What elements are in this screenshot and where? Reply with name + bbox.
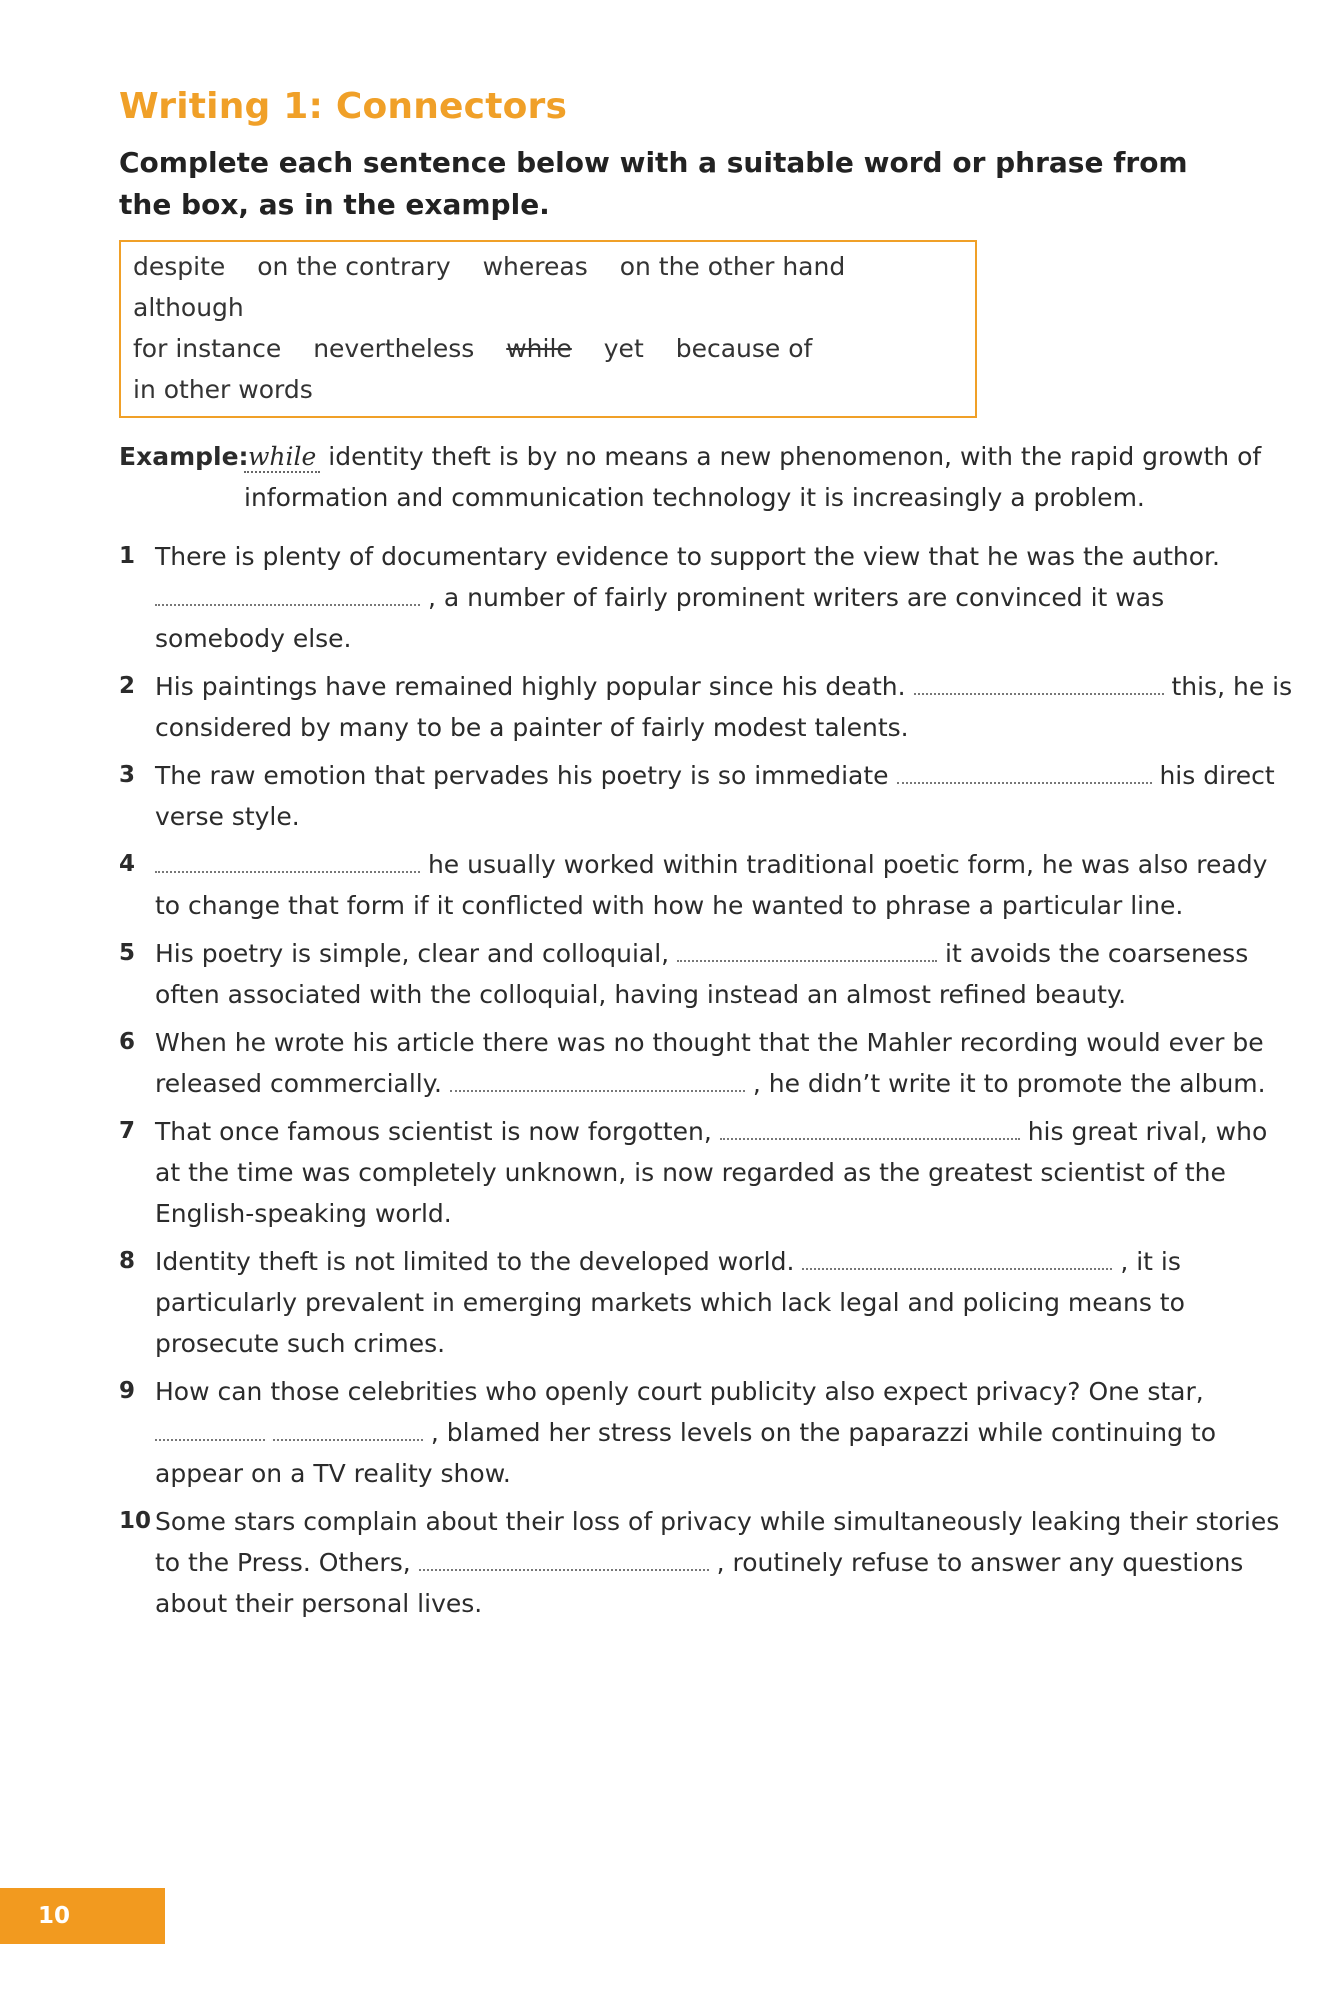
item-text-after: he usually worked within traditional poetic form, he was also ready to change that form if it conflicted with how he wanted to phrase a particular line.	[155, 850, 1268, 920]
answer-blank[interactable]	[720, 1112, 1020, 1140]
item-text-after: , a number of fairly prominent writers are convinced it was somebody else.	[155, 583, 1165, 653]
word-option: although	[133, 293, 244, 322]
word-option-used: while	[506, 334, 572, 363]
item-text-before: The raw emotion that pervades his poetry is so immediate	[155, 761, 889, 790]
answer-blank[interactable]	[802, 1242, 1112, 1270]
word-option: in other words	[133, 375, 313, 404]
answer-blank[interactable]	[155, 845, 420, 873]
item-text-after: , blamed her stress levels on the paparazzi while continuing to appear on a TV reality show.	[155, 1418, 1217, 1488]
item-text-after: it avoids the coarseness often associated with the colloquial, having instead an almost refined beauty.	[155, 939, 1249, 1009]
exercise-item-10	[119, 1501, 1299, 1624]
word-box	[119, 240, 977, 418]
item-number: 3	[119, 762, 136, 788]
item-text-after: , it is particularly prevalent in emerging markets which lack legal and policing means to prosecute such crimes.	[155, 1247, 1185, 1358]
item-number: 1	[119, 543, 136, 569]
word-option: because of	[675, 334, 813, 363]
item-number: 10	[119, 1508, 152, 1534]
word-option: nevertheless	[313, 334, 475, 363]
exercise-item-7	[119, 1111, 1299, 1234]
exercise-list	[119, 536, 1299, 1624]
word-box-row-2	[133, 328, 963, 410]
item-text-after: his great rival, who at the time was completely unknown, is now regarded as the greatest scientist of the English-speaking world.	[155, 1117, 1268, 1228]
word-option: yet	[603, 334, 644, 363]
exercise-item-5	[119, 933, 1299, 1015]
item-number: 6	[119, 1029, 136, 1055]
item-number: 2	[119, 673, 136, 699]
answer-blank[interactable]	[914, 667, 1164, 695]
worksheet	[119, 82, 1299, 1631]
word-option: for instance	[133, 334, 282, 363]
item-text-before: Identity theft is not limited to the developed world.	[155, 1247, 795, 1276]
item-number: 5	[119, 940, 136, 966]
item-text-before: How can those celebrities who openly court publicity also expect privacy? One star,	[155, 1377, 1204, 1406]
word-option: on the other hand	[619, 252, 846, 281]
example-label: Example:	[119, 442, 249, 471]
item-text-before: His paintings have remained highly popular since his death.	[155, 672, 906, 701]
page-title: Writing 1: Connectors	[119, 86, 568, 127]
word-option: on the contrary	[257, 252, 451, 281]
exercise-item-9	[119, 1371, 1299, 1494]
exercise-item-4	[119, 844, 1299, 926]
answer-blank[interactable]	[677, 934, 937, 962]
item-text-before: That once famous scientist is now forgotten,	[155, 1117, 712, 1146]
item-number: 7	[119, 1118, 136, 1144]
example-sentence	[119, 436, 1299, 518]
answer-blank[interactable]	[450, 1064, 745, 1092]
example-answer: while	[244, 442, 320, 473]
word-option: whereas	[482, 252, 588, 281]
item-text-before: When he wrote his article there was no thought that the Mahler recording would ever be released commercially.	[155, 1028, 1264, 1098]
item-text-after: this, he is considered by many to be a painter of fairly modest talents.	[155, 672, 1293, 742]
item-text-after: his direct verse style.	[155, 761, 1275, 831]
answer-blank[interactable]	[419, 1543, 709, 1571]
answer-blank-continued[interactable]	[273, 1413, 423, 1441]
exercise-item-1	[119, 536, 1299, 659]
item-text-after: , routinely refuse to answer any questions about their personal lives.	[155, 1548, 1244, 1618]
item-number: 4	[119, 851, 136, 877]
item-text-before: Some stars complain about their loss of privacy while simultaneously leaking their stories to the Press. Others,	[155, 1507, 1280, 1577]
item-text-before: His poetry is simple, clear and colloquial,	[155, 939, 670, 968]
exercise-item-2	[119, 666, 1299, 748]
instructions: Complete each sentence below with a suitable word or phrase from the box, as in the example.	[119, 146, 1188, 221]
page-number: 10	[0, 1888, 165, 1944]
item-text-after: , he didn’t write it to promote the album.	[752, 1069, 1266, 1098]
answer-blank[interactable]	[155, 578, 420, 606]
word-option: despite	[133, 252, 226, 281]
answer-blank[interactable]	[897, 756, 1152, 784]
item-text-before: There is plenty of documentary evidence to support the view that he was the author.	[155, 542, 1220, 571]
word-box-row-1	[133, 246, 963, 328]
example-text: identity theft is by no means a new phenomenon, with the rapid growth of information and communication technology it is increasingly a problem.	[244, 442, 1262, 512]
exercise-item-8	[119, 1241, 1299, 1364]
item-number: 8	[119, 1248, 136, 1274]
exercise-item-6	[119, 1022, 1299, 1104]
answer-blank[interactable]	[155, 1413, 265, 1441]
exercise-item-3	[119, 755, 1299, 837]
item-number: 9	[119, 1378, 136, 1404]
